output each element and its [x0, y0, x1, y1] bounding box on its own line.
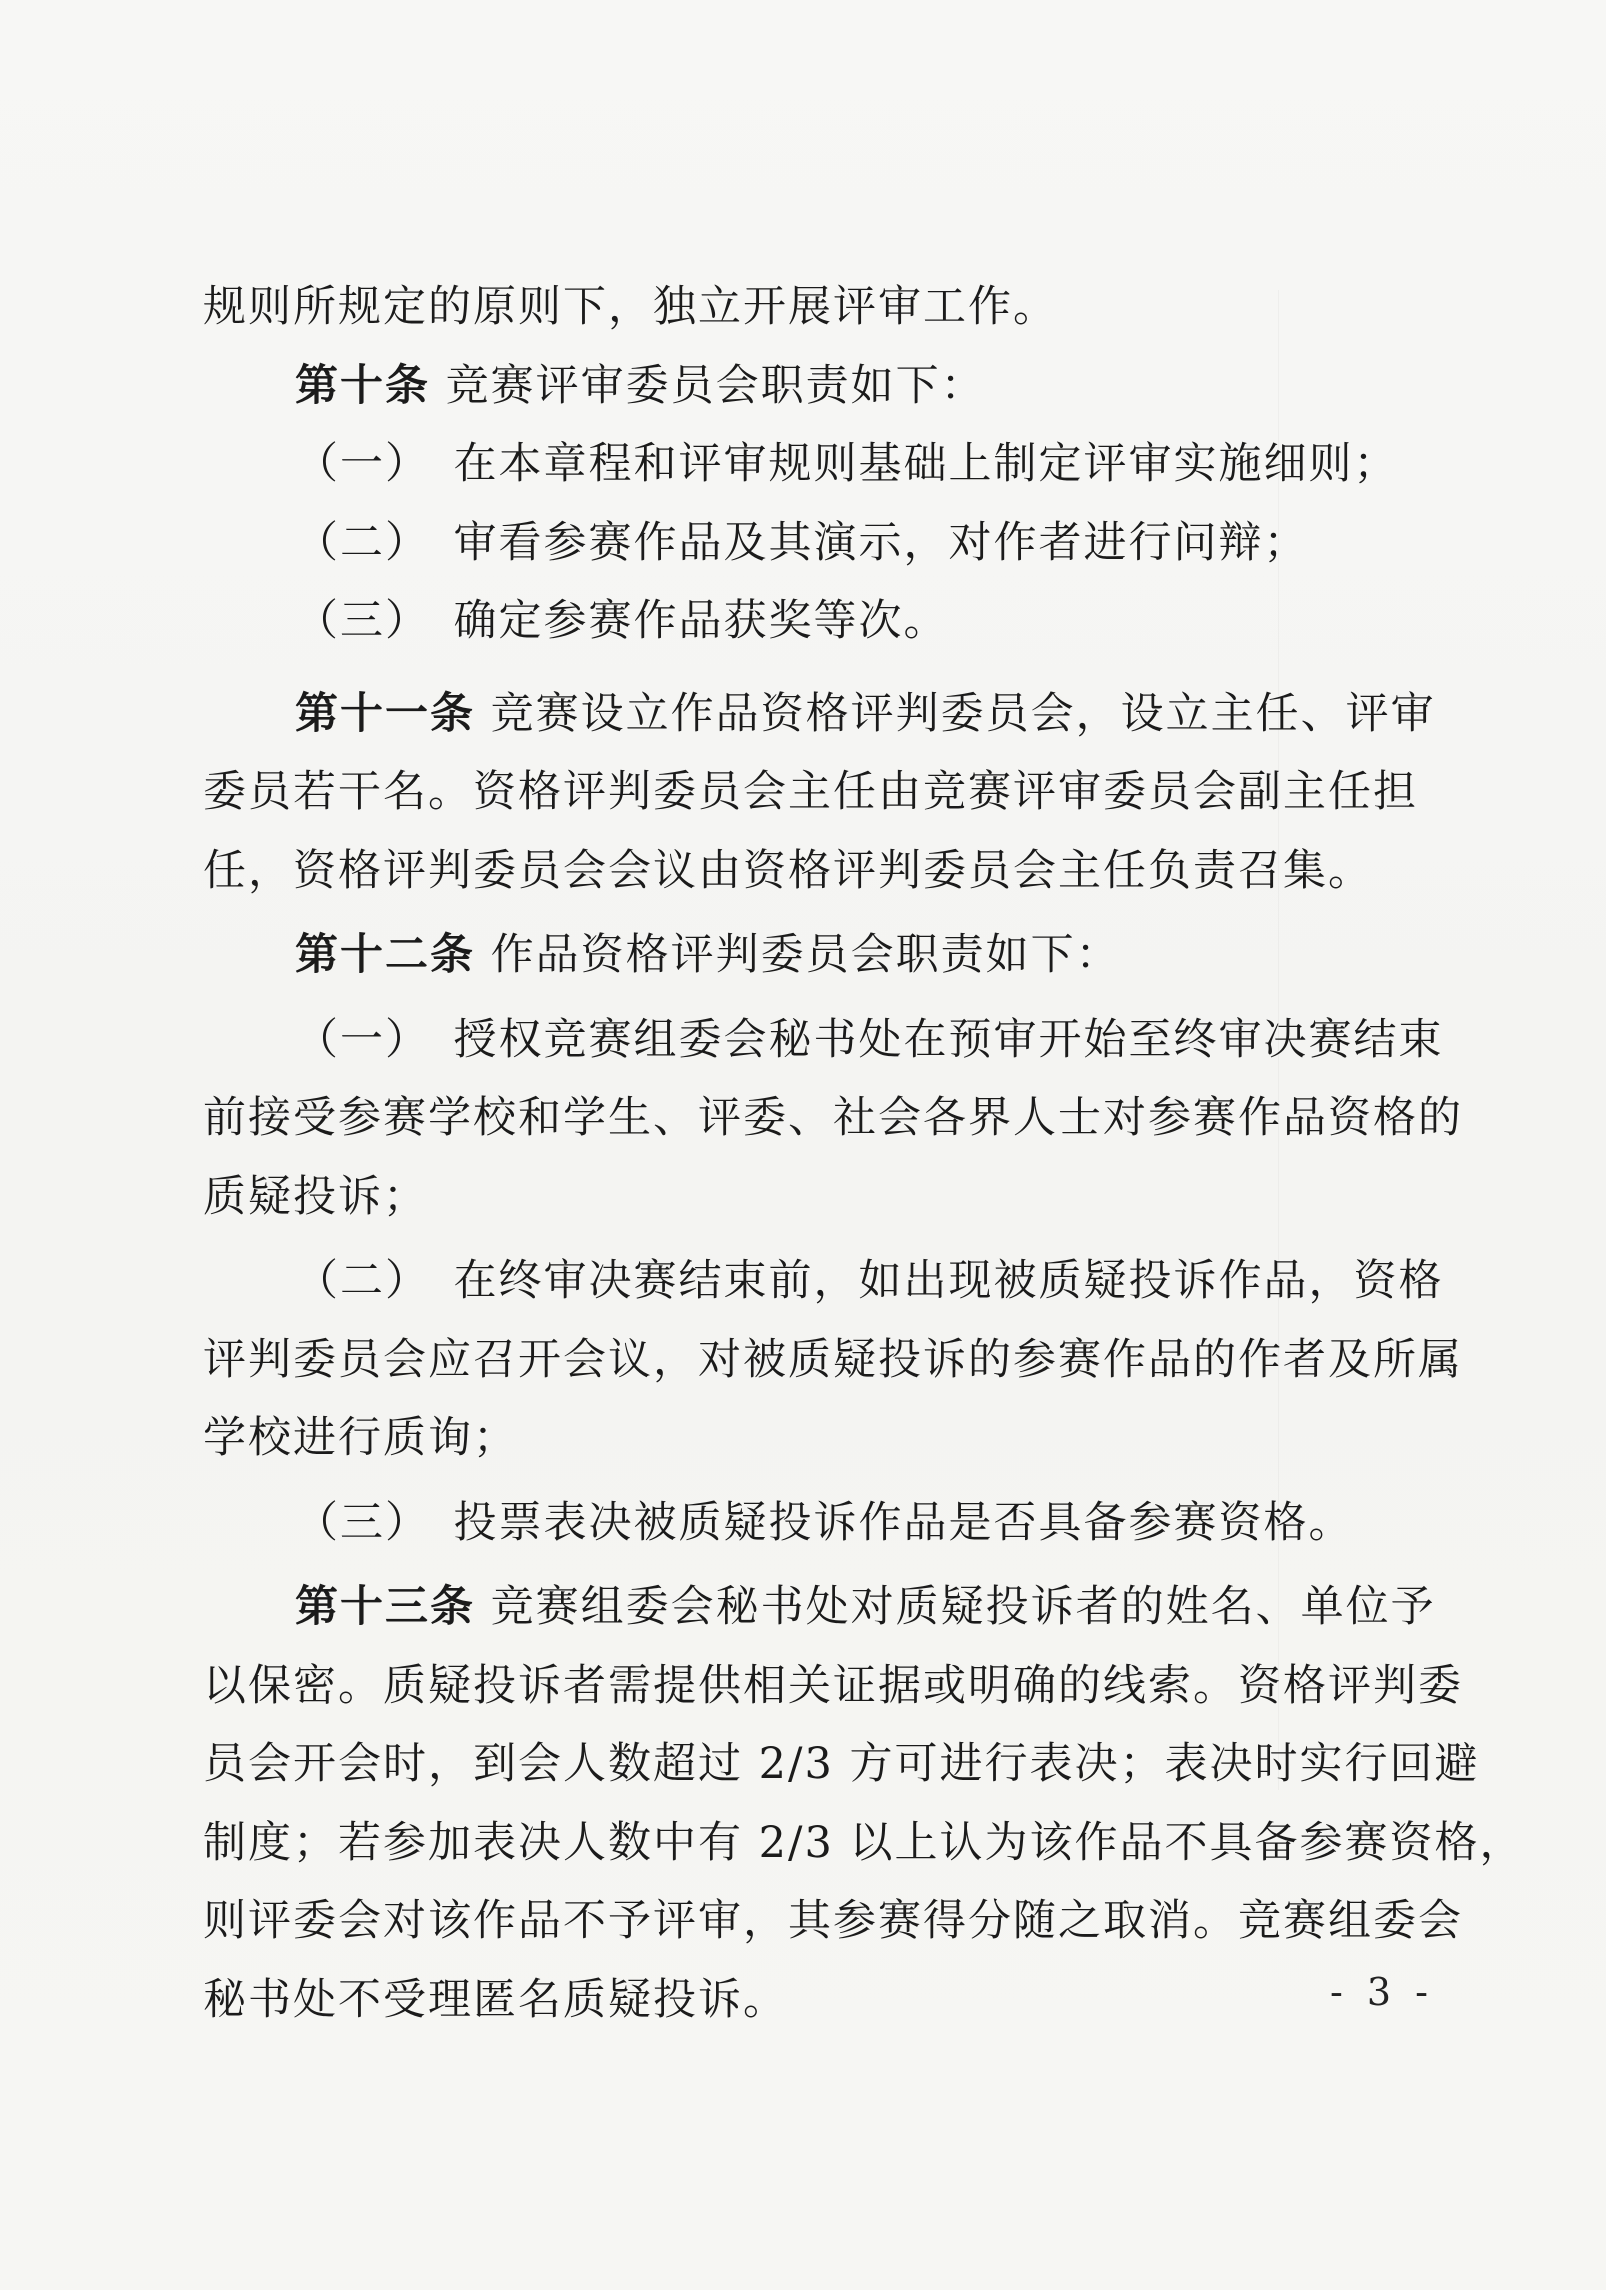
article-10-text: 竞赛评审委员会职责如下： [445, 360, 986, 411]
text-line-1: 规则所规定的原则下，独立开展评审工作。 [203, 282, 1058, 332]
article-11-line-3: 任，资格评判委员会会议由资格评判委员会主任负责召集。 [203, 845, 1373, 896]
article-12-item-3: （三） 投票表决被质疑投诉作品是否具备参赛资格。 [295, 1497, 1354, 1548]
article-13-line-2: 以保密。质疑投诉者需提供相关证据或明确的线索。资格评判委 [203, 1660, 1463, 1711]
article-12-text: 作品资格评判委员会职责如下： [490, 930, 1121, 980]
article-10-heading: 第十条 [295, 360, 430, 411]
article-12-item-2-line-2: 评判委员会应召开会议，对被质疑投诉的参赛作品的作者及所属 [203, 1334, 1463, 1385]
article-12 [203, 916, 1423, 995]
article-10 [203, 347, 1423, 426]
article-12-item-1: （一） 授权竞赛组委会秘书处在预审开始至终审决赛结束 [295, 1014, 1444, 1065]
article-13-text: 竞赛组委会秘书处对质疑投诉者的姓名、单位予 [490, 1582, 1436, 1632]
article-11-line-2: 委员若干名。资格评判委员会主任由竞赛评审委员会副主任担 [203, 767, 1418, 817]
article-11-text: 竞赛设立作品资格评判委员会，设立主任、评审 [490, 688, 1436, 739]
article-13-line-3: 员会开会时，到会人数超过 2/3 方可进行表决；表决时实行回避 [203, 1739, 1480, 1789]
article-12-item-1-line-3: 质疑投诉； [203, 1171, 428, 1222]
article-13-line-6: 秘书处不受理匿名质疑投诉。 [203, 1974, 788, 2025]
article-12-heading: 第十二条 [295, 930, 475, 980]
article-12-item-2-line-3: 学校进行质询； [203, 1413, 518, 1463]
article-12-item-1-line-2: 前接受参赛学校和学生、评委、社会各界人士对参赛作品资格的 [203, 1093, 1463, 1143]
document-body [203, 268, 1525, 2039]
article-10-item-2: （二） 审看参赛作品及其演示，对作者进行问辩； [295, 517, 1309, 568]
article-13-line-5: 则评委会对该作品不予评审，其参赛得分随之取消。竞赛组委会 [203, 1896, 1463, 1946]
article-12-item-2: （二） 在终审决赛结束前，如出现被质疑投诉作品，资格 [295, 1256, 1444, 1306]
article-13-heading: 第十三条 [295, 1582, 475, 1632]
article-11 [203, 675, 1436, 754]
article-10-item-1: （一） 在本章程和评审规则基础上制定评审实施细则； [295, 439, 1399, 489]
article-11-heading: 第十一条 [295, 688, 475, 739]
article-10-item-3: （三） 确定参赛作品获奖等次。 [295, 596, 949, 646]
article-13-line-4: 制度；若参加表决人数中有 2/3 以上认为该作品不具备参赛资格， [203, 1817, 1525, 1868]
article-13 [203, 1568, 1436, 1647]
page-number: - 3 - [1330, 1970, 1435, 2014]
